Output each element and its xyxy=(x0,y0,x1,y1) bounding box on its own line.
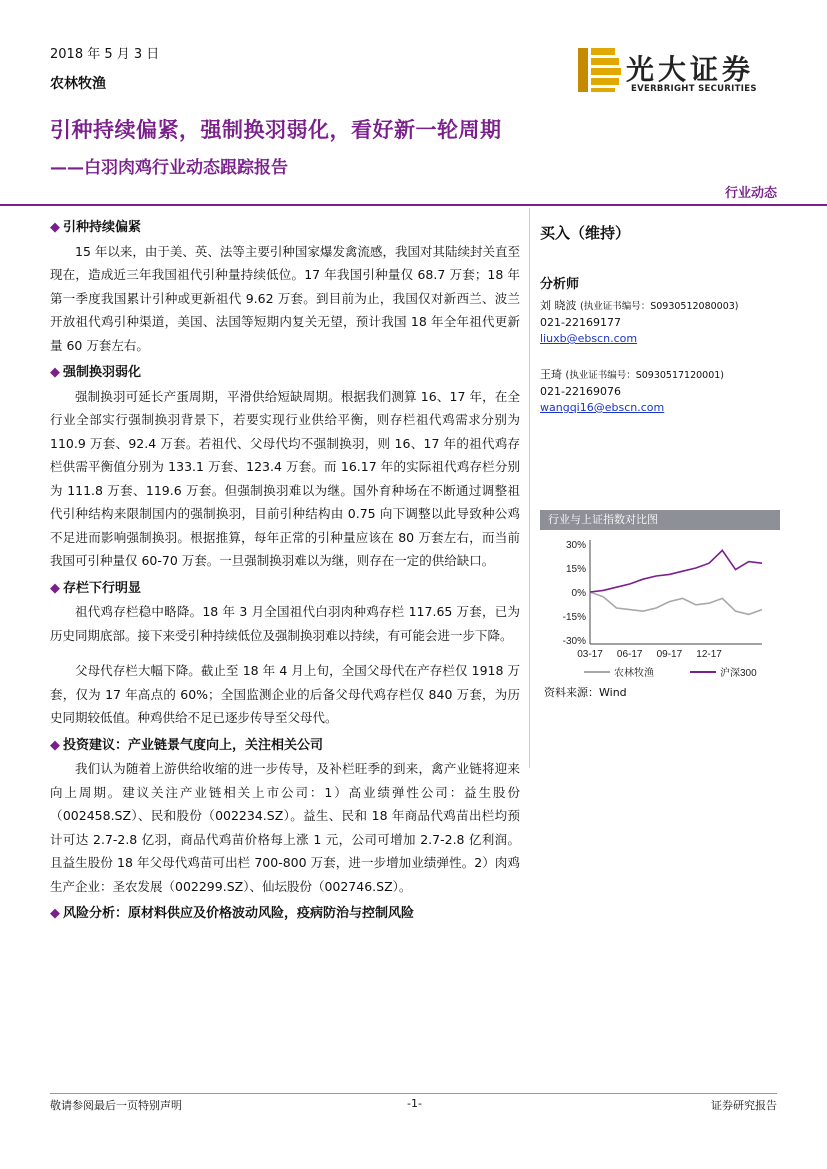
company-logo xyxy=(578,44,778,96)
diamond-icon: ◆ xyxy=(50,737,60,753)
footer-disclaimer: 敬请参阅最后一页特别声明 xyxy=(50,1099,182,1112)
paragraph: 强制换羽可延长产蛋周期，平滑供给短缺周期。根据我们测算 16、17 年，在全行业全部实行强制换羽背景下，若要实现行业供给平衡，则存栏祖代鸡需求分别为 110.9 万套、92.4 万套。若祖代、父母代均不强制换羽，则 16、17 年的祖代鸡存栏供需平衡值分别为 133.1 万套、123.4 万套。而 16.17 年的实际祖代鸡存栏分别为 111.8 万套、119.6 万套。但强制换羽难以为继。国外育种场在不断通过调整祖代引种结构来限制国内的强制换羽，目前引种结构由 0.75 向下调整以此导致种公鸡不足进而影响强制换羽。根据推算，每年正常的引种量应该在 80 万套左右，而当前我国可引种量仅 60-70 万套。一旦强制换羽难以为继，则存在一定的供给缺口。 xyxy=(50,388,520,568)
logo-cn-text: 光大证券 xyxy=(626,53,755,86)
paragraph: 15 年以来，由于美、英、法等主要引种国家爆发禽流感，我国对其陆续封关直至现在，造成近三年我国祖代引种量持续低位。17 年我国引种量仅 68.7 万套；18 年第一季度我国累计引种或更新祖代 9.62 万套。到目前为止，我国仅对新西兰、波兰开放祖代鸡引种渠道，美国、法国等短期内复关无望，预计我国 18 年全年祖代更新量 60 万套左右。 xyxy=(50,243,520,353)
y-tick-label: -15% xyxy=(562,612,586,623)
section-heading: ◆ 强制换羽弱化 xyxy=(50,365,142,380)
analyst-block xyxy=(540,367,780,416)
report-title: 引种持续偏紧，强制换羽弱化，看好新一轮周期 xyxy=(50,118,502,142)
y-tick-label: 15% xyxy=(565,564,586,575)
section-heading: ◆ 存栏下行明显 xyxy=(50,580,142,596)
x-tick-label: 03-17 xyxy=(577,649,603,660)
analyst-heading: 分析师 xyxy=(540,277,580,292)
section-heading: ◆ 风险分析：原材料供应及价格波动风险，疫病防治与控制风险 xyxy=(50,906,415,921)
diamond-icon: ◆ xyxy=(50,220,60,235)
sector-label: 农林牧渔 xyxy=(50,76,106,92)
analyst-email-link[interactable]: liuxb@ebscn.com xyxy=(540,332,638,345)
x-tick-label: 09-17 xyxy=(656,649,683,660)
series-line-sector xyxy=(590,592,762,614)
analyst-phone: 021-22169177 xyxy=(540,316,621,329)
footer-report-type: 证券研究报告 xyxy=(711,1099,777,1112)
legend-label: 农林牧渔 xyxy=(614,668,654,679)
chart-source: 资料来源：Wind xyxy=(544,686,627,699)
y-tick-label: 30% xyxy=(565,540,586,551)
footer-divider xyxy=(50,1093,777,1094)
diamond-icon: ◆ xyxy=(50,580,60,596)
x-tick-label: 06-17 xyxy=(616,649,643,660)
legend-label: 沪深300 xyxy=(720,668,757,679)
series-line-index xyxy=(590,550,762,592)
section-heading: ◆ 投资建议：产业链景气度向上，关注相关公司 xyxy=(50,737,324,753)
paragraph: 我们认为随着上游供给收缩的进一步传导，及补栏旺季的到来，禽产业链将迎来向上周期。建议关注产业链相关上市公司：1）高业绩弹性公司：益生股份（002458.SZ）、民和股份（002234.SZ）。益生、民和 18 年商品代鸡苗出栏均预计可达 2.7-2.8 亿羽，商品代鸡苗价格每上涨 1 元，公司可增加 2.7-2.8 亿利润。且益生股份 18 年父母代鸡苗可出栏 700-800 万套，进一步增加业绩弹性。2）肉鸡生产企业：圣农发展（002299.SZ）、仙坛股份（002746.SZ）。 xyxy=(50,761,520,894)
analyst-name: 王琦 xyxy=(540,368,562,381)
analyst-block xyxy=(540,298,780,347)
paragraph: 父母代存栏大幅下降。截止至 18 年 4 月上旬，全国父母代在产存栏仅 1918 万套，仅为 17 年高点的 60%；全国监测企业的后备父母代鸡存栏仅 840 万套，为历史同期较低值。种鸡供给不足已逐步传导至父母代。 xyxy=(50,663,520,725)
sidebar xyxy=(540,222,780,416)
diamond-icon: ◆ xyxy=(50,365,60,380)
report-type-tag: 行业动态 xyxy=(724,186,777,201)
column-divider xyxy=(529,208,530,768)
logo-en-text: EVERBRIGHT SECURITIES xyxy=(631,84,757,94)
analyst-name: 刘 晓波 xyxy=(540,299,577,312)
performance-chart xyxy=(540,532,780,702)
analyst-email-link[interactable]: wangqi16@ebscn.com xyxy=(540,401,665,414)
logo-mark-icon xyxy=(578,48,622,92)
paragraph: 祖代鸡存栏稳中略降。18 年 3 月全国祖代白羽肉种鸡存栏 117.65 万套，已为历史同期底部。接下来受引种持续低位及强制换羽难以持续，有可能会进一步下降。 xyxy=(50,604,520,643)
section-heading: ◆ 引种持续偏紧 xyxy=(50,220,142,235)
analyst-cert: (执业证书编号：S0930512080003) xyxy=(580,301,739,312)
header-divider xyxy=(0,204,827,206)
x-tick-label: 12-17 xyxy=(696,649,722,660)
y-tick-label: -30% xyxy=(562,636,586,647)
diamond-icon: ◆ xyxy=(50,906,60,921)
y-tick-label: 0% xyxy=(571,588,586,599)
report-subtitle: ——白羽肉鸡行业动态跟踪报告 xyxy=(50,158,288,178)
analyst-phone: 021-22169076 xyxy=(540,385,621,398)
rating: 买入（维持） xyxy=(540,224,631,242)
page-number: -1- xyxy=(407,1097,422,1110)
chart-title: 行业与上证指数对比图 xyxy=(540,510,780,530)
analyst-cert: (执业证书编号：S0930517120001) xyxy=(565,370,725,381)
main-body xyxy=(50,214,520,926)
report-date: 2018 年 5 月 3 日 xyxy=(50,47,160,62)
